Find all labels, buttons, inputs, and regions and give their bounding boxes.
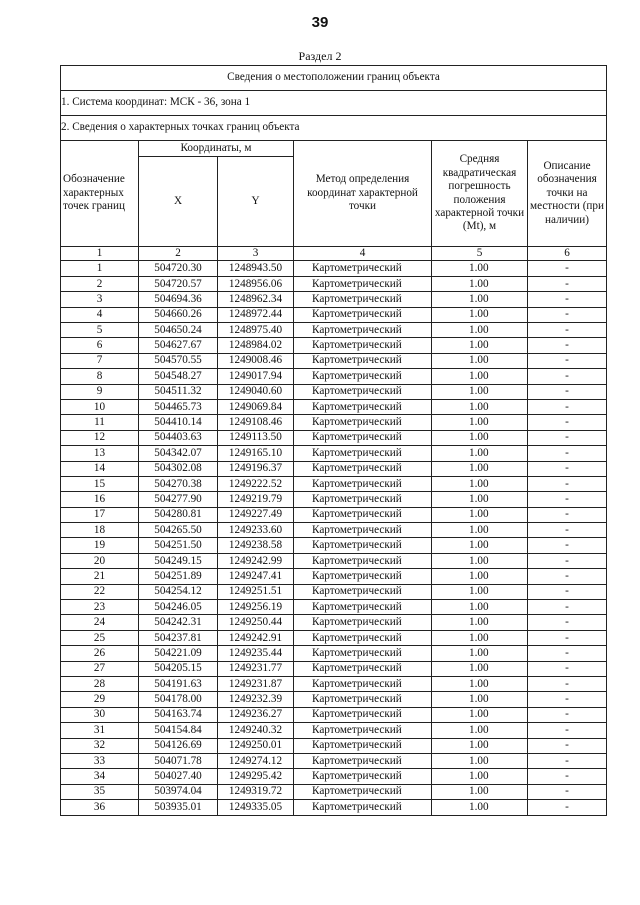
mean-error-cell: 1.00 — [432, 723, 528, 738]
point-number-cell: 1 — [61, 261, 139, 276]
table-row — [61, 661, 607, 676]
point-number-cell: 20 — [61, 553, 139, 568]
description-cell: - — [528, 476, 607, 491]
table-row — [61, 399, 607, 414]
mean-error-cell: 1.00 — [432, 338, 528, 353]
description-cell: - — [528, 553, 607, 568]
mean-error-cell: 1.00 — [432, 307, 528, 322]
y-coordinate-cell: 1249231.77 — [218, 661, 294, 676]
y-coordinate-cell: 1248956.06 — [218, 276, 294, 291]
table-row — [61, 769, 607, 784]
method-cell: Картометрический — [294, 323, 432, 338]
point-number-cell: 2 — [61, 276, 139, 291]
method-cell: Картометрический — [294, 415, 432, 430]
point-number-cell: 24 — [61, 615, 139, 630]
x-coordinate-cell: 504221.09 — [139, 646, 218, 661]
x-coordinate-cell: 504403.63 — [139, 430, 218, 445]
method-cell: Картометрический — [294, 507, 432, 522]
table-row — [61, 707, 607, 722]
description-cell: - — [528, 723, 607, 738]
point-number-cell: 22 — [61, 584, 139, 599]
method-cell: Картометрический — [294, 584, 432, 599]
description-cell: - — [528, 753, 607, 768]
mean-error-cell: 1.00 — [432, 646, 528, 661]
x-coordinate-cell: 504251.89 — [139, 569, 218, 584]
table-row — [61, 584, 607, 599]
description-cell: - — [528, 784, 607, 799]
y-coordinate-cell: 1249319.72 — [218, 784, 294, 799]
mean-error-cell: 1.00 — [432, 707, 528, 722]
x-coordinate-cell: 504570.55 — [139, 353, 218, 368]
description-cell: - — [528, 769, 607, 784]
x-coordinate-cell: 504191.63 — [139, 676, 218, 691]
x-coordinate-cell: 504249.15 — [139, 553, 218, 568]
x-coordinate-cell: 504660.26 — [139, 307, 218, 322]
description-cell: - — [528, 707, 607, 722]
point-number-cell: 29 — [61, 692, 139, 707]
mean-error-cell: 1.00 — [432, 276, 528, 291]
y-coordinate-cell: 1249108.46 — [218, 415, 294, 430]
mean-error-cell: 1.00 — [432, 538, 528, 553]
table-row — [61, 446, 607, 461]
point-number-cell: 21 — [61, 569, 139, 584]
mean-error-cell: 1.00 — [432, 630, 528, 645]
y-coordinate-cell: 1249295.42 — [218, 769, 294, 784]
table-row — [61, 553, 607, 568]
method-cell: Картометрический — [294, 446, 432, 461]
y-coordinate-cell: 1249227.49 — [218, 507, 294, 522]
mean-error-cell: 1.00 — [432, 399, 528, 414]
x-coordinate-cell: 504265.50 — [139, 523, 218, 538]
description-cell: - — [528, 584, 607, 599]
description-cell: - — [528, 261, 607, 276]
point-number-cell: 14 — [61, 461, 139, 476]
mean-error-cell: 1.00 — [432, 600, 528, 615]
mean-error-cell: 1.00 — [432, 661, 528, 676]
x-coordinate-cell: 504511.32 — [139, 384, 218, 399]
point-number-cell: 28 — [61, 676, 139, 691]
x-coordinate-cell: 504342.07 — [139, 446, 218, 461]
mean-error-cell: 1.00 — [432, 353, 528, 368]
point-number-cell: 3 — [61, 292, 139, 307]
description-cell: - — [528, 661, 607, 676]
x-coordinate-cell: 504694.36 — [139, 292, 218, 307]
point-number-cell: 5 — [61, 323, 139, 338]
y-coordinate-cell: 1248975.40 — [218, 323, 294, 338]
method-cell: Картометрический — [294, 353, 432, 368]
point-number-cell: 11 — [61, 415, 139, 430]
x-coordinate-cell: 504246.05 — [139, 600, 218, 615]
method-cell: Картометрический — [294, 384, 432, 399]
method-cell: Картометрический — [294, 261, 432, 276]
mean-error-cell: 1.00 — [432, 323, 528, 338]
table-row — [61, 676, 607, 691]
method-cell: Картометрический — [294, 738, 432, 753]
description-cell: - — [528, 646, 607, 661]
x-coordinate-cell: 504410.14 — [139, 415, 218, 430]
method-cell: Картометрический — [294, 723, 432, 738]
point-number-cell: 35 — [61, 784, 139, 799]
table-row — [61, 261, 607, 276]
y-coordinate-cell: 1249274.12 — [218, 753, 294, 768]
method-cell: Картометрический — [294, 676, 432, 691]
description-cell: - — [528, 338, 607, 353]
description-cell: - — [528, 461, 607, 476]
description-cell: - — [528, 430, 607, 445]
table-row — [61, 384, 607, 399]
mean-error-cell: 1.00 — [432, 584, 528, 599]
mean-error-cell: 1.00 — [432, 738, 528, 753]
x-coordinate-cell: 504205.15 — [139, 661, 218, 676]
description-cell: - — [528, 615, 607, 630]
table-row — [61, 538, 607, 553]
description-cell: - — [528, 738, 607, 753]
mean-error-cell: 1.00 — [432, 430, 528, 445]
table-row — [61, 738, 607, 753]
header-description: Описание обозначения точки на местности (при наличии) — [528, 141, 607, 247]
y-coordinate-cell: 1249222.52 — [218, 476, 294, 491]
table-row — [61, 369, 607, 384]
x-coordinate-cell: 504237.81 — [139, 630, 218, 645]
table-row — [61, 753, 607, 768]
point-number-cell: 7 — [61, 353, 139, 368]
point-number-cell: 27 — [61, 661, 139, 676]
y-coordinate-cell: 1249242.99 — [218, 553, 294, 568]
table-row — [61, 323, 607, 338]
y-coordinate-cell: 1249233.60 — [218, 523, 294, 538]
table-row — [61, 646, 607, 661]
description-cell: - — [528, 538, 607, 553]
y-coordinate-cell: 1249250.44 — [218, 615, 294, 630]
mean-error-cell: 1.00 — [432, 784, 528, 799]
x-coordinate-cell: 504465.73 — [139, 399, 218, 414]
x-coordinate-cell: 503974.04 — [139, 784, 218, 799]
table-row — [61, 723, 607, 738]
x-coordinate-cell: 504071.78 — [139, 753, 218, 768]
header-method: Метод определения координат характерной точки — [294, 141, 432, 247]
method-cell: Картометрический — [294, 692, 432, 707]
table-row — [61, 353, 607, 368]
point-number-cell: 26 — [61, 646, 139, 661]
description-cell: - — [528, 446, 607, 461]
table-row — [61, 692, 607, 707]
description-cell: - — [528, 415, 607, 430]
boundary-points-table — [60, 65, 607, 816]
method-cell: Картометрический — [294, 461, 432, 476]
point-number-cell: 9 — [61, 384, 139, 399]
table-title: Сведения о местоположении границ объекта — [61, 66, 607, 91]
y-coordinate-cell: 1249242.91 — [218, 630, 294, 645]
y-coordinate-cell: 1249256.19 — [218, 600, 294, 615]
point-number-cell: 25 — [61, 630, 139, 645]
point-number-cell: 19 — [61, 538, 139, 553]
description-cell: - — [528, 399, 607, 414]
table-row — [61, 292, 607, 307]
table-row — [61, 476, 607, 491]
method-cell: Картометрический — [294, 753, 432, 768]
x-coordinate-cell: 504720.30 — [139, 261, 218, 276]
column-number: 2 — [139, 247, 218, 261]
x-coordinate-cell: 504254.12 — [139, 584, 218, 599]
point-number-cell: 18 — [61, 523, 139, 538]
method-cell: Картометрический — [294, 569, 432, 584]
method-cell: Картометрический — [294, 338, 432, 353]
y-coordinate-cell: 1249040.60 — [218, 384, 294, 399]
table-row — [61, 461, 607, 476]
table-row — [61, 615, 607, 630]
method-cell: Картометрический — [294, 430, 432, 445]
y-coordinate-cell: 1249335.05 — [218, 800, 294, 815]
page-number: 39 — [311, 14, 329, 31]
description-cell: - — [528, 292, 607, 307]
description-cell: - — [528, 353, 607, 368]
y-coordinate-cell: 1249251.51 — [218, 584, 294, 599]
table-row — [61, 430, 607, 445]
method-cell: Картометрический — [294, 600, 432, 615]
y-coordinate-cell: 1249247.41 — [218, 569, 294, 584]
y-coordinate-cell: 1249235.44 — [218, 646, 294, 661]
description-cell: - — [528, 276, 607, 291]
mean-error-cell: 1.00 — [432, 769, 528, 784]
x-coordinate-cell: 504270.38 — [139, 476, 218, 491]
x-coordinate-cell: 504163.74 — [139, 707, 218, 722]
method-cell: Картометрический — [294, 769, 432, 784]
y-coordinate-cell: 1249008.46 — [218, 353, 294, 368]
y-coordinate-cell: 1249236.27 — [218, 707, 294, 722]
header-mean-error: Средняя квадратическая погрешность положения характерной точки (Mt), м — [432, 141, 528, 247]
y-coordinate-cell: 1249240.32 — [218, 723, 294, 738]
description-cell: - — [528, 323, 607, 338]
point-number-cell: 15 — [61, 476, 139, 491]
point-number-cell: 33 — [61, 753, 139, 768]
mean-error-cell: 1.00 — [432, 800, 528, 815]
method-cell: Картометрический — [294, 630, 432, 645]
method-cell: Картометрический — [294, 553, 432, 568]
description-cell: - — [528, 676, 607, 691]
description-cell: - — [528, 569, 607, 584]
table-row — [61, 507, 607, 522]
y-coordinate-cell: 1249069.84 — [218, 399, 294, 414]
description-cell: - — [528, 523, 607, 538]
mean-error-cell: 1.00 — [432, 676, 528, 691]
table-row — [61, 569, 607, 584]
y-coordinate-cell: 1248984.02 — [218, 338, 294, 353]
y-coordinate-cell: 1249231.87 — [218, 676, 294, 691]
mean-error-cell: 1.00 — [432, 523, 528, 538]
method-cell: Картометрический — [294, 538, 432, 553]
y-coordinate-cell: 1248972.44 — [218, 307, 294, 322]
x-coordinate-cell: 504302.08 — [139, 461, 218, 476]
method-cell: Картометрический — [294, 476, 432, 491]
mean-error-cell: 1.00 — [432, 446, 528, 461]
y-coordinate-cell: 1249238.58 — [218, 538, 294, 553]
y-coordinate-cell: 1249219.79 — [218, 492, 294, 507]
method-cell: Картометрический — [294, 292, 432, 307]
mean-error-cell: 1.00 — [432, 415, 528, 430]
header-y: Y — [218, 157, 294, 247]
description-cell: - — [528, 692, 607, 707]
table-row — [61, 784, 607, 799]
x-coordinate-cell: 504242.31 — [139, 615, 218, 630]
table-row — [61, 630, 607, 645]
method-cell: Картометрический — [294, 707, 432, 722]
point-number-cell: 34 — [61, 769, 139, 784]
point-number-cell: 30 — [61, 707, 139, 722]
method-cell: Картометрический — [294, 615, 432, 630]
x-coordinate-cell: 504548.27 — [139, 369, 218, 384]
table-row — [61, 523, 607, 538]
point-number-cell: 6 — [61, 338, 139, 353]
x-coordinate-cell: 504154.84 — [139, 723, 218, 738]
method-cell: Картометрический — [294, 369, 432, 384]
column-number: 6 — [528, 247, 607, 261]
mean-error-cell: 1.00 — [432, 261, 528, 276]
table-row — [61, 276, 607, 291]
point-number-cell: 32 — [61, 738, 139, 753]
y-coordinate-cell: 1248962.34 — [218, 292, 294, 307]
y-coordinate-cell: 1249165.10 — [218, 446, 294, 461]
table-row — [61, 338, 607, 353]
description-cell: - — [528, 507, 607, 522]
x-coordinate-cell: 504126.69 — [139, 738, 218, 753]
point-number-cell: 36 — [61, 800, 139, 815]
description-cell: - — [528, 800, 607, 815]
table-row — [61, 600, 607, 615]
y-coordinate-cell: 1249250.01 — [218, 738, 294, 753]
mean-error-cell: 1.00 — [432, 292, 528, 307]
header-point-designation: Обозначение характерных точек границ — [61, 141, 139, 247]
y-coordinate-cell: 1248943.50 — [218, 261, 294, 276]
mean-error-cell: 1.00 — [432, 507, 528, 522]
mean-error-cell: 1.00 — [432, 492, 528, 507]
table-row — [61, 800, 607, 815]
mean-error-cell: 1.00 — [432, 384, 528, 399]
points-heading: 2. Сведения о характерных точках границ объекта — [61, 116, 607, 141]
method-cell: Картометрический — [294, 646, 432, 661]
y-coordinate-cell: 1249113.50 — [218, 430, 294, 445]
method-cell: Картометрический — [294, 523, 432, 538]
y-coordinate-cell: 1249232.39 — [218, 692, 294, 707]
mean-error-cell: 1.00 — [432, 476, 528, 491]
point-number-cell: 17 — [61, 507, 139, 522]
x-coordinate-cell: 504627.67 — [139, 338, 218, 353]
column-number: 5 — [432, 247, 528, 261]
description-cell: - — [528, 384, 607, 399]
x-coordinate-cell: 504251.50 — [139, 538, 218, 553]
mean-error-cell: 1.00 — [432, 692, 528, 707]
mean-error-cell: 1.00 — [432, 615, 528, 630]
x-coordinate-cell: 504027.40 — [139, 769, 218, 784]
x-coordinate-cell: 503935.01 — [139, 800, 218, 815]
description-cell: - — [528, 307, 607, 322]
point-number-cell: 13 — [61, 446, 139, 461]
table-row — [61, 307, 607, 322]
point-number-cell: 31 — [61, 723, 139, 738]
x-coordinate-cell: 504178.00 — [139, 692, 218, 707]
x-coordinate-cell: 504650.24 — [139, 323, 218, 338]
table-row — [61, 415, 607, 430]
description-cell: - — [528, 600, 607, 615]
x-coordinate-cell: 504280.81 — [139, 507, 218, 522]
coordinate-system: 1. Система координат: МСК - 36, зона 1 — [61, 91, 607, 116]
mean-error-cell: 1.00 — [432, 369, 528, 384]
point-number-cell: 12 — [61, 430, 139, 445]
method-cell: Картометрический — [294, 307, 432, 322]
y-coordinate-cell: 1249196.37 — [218, 461, 294, 476]
column-number: 4 — [294, 247, 432, 261]
column-number: 1 — [61, 247, 139, 261]
section-label: Раздел 2 — [298, 49, 342, 63]
method-cell: Картометрический — [294, 800, 432, 815]
mean-error-cell: 1.00 — [432, 569, 528, 584]
method-cell: Картометрический — [294, 784, 432, 799]
header-x: X — [139, 157, 218, 247]
method-cell: Картометрический — [294, 276, 432, 291]
description-cell: - — [528, 492, 607, 507]
mean-error-cell: 1.00 — [432, 753, 528, 768]
column-number: 3 — [218, 247, 294, 261]
header-coordinates: Координаты, м — [139, 141, 294, 157]
point-number-cell: 23 — [61, 600, 139, 615]
mean-error-cell: 1.00 — [432, 461, 528, 476]
point-number-cell: 10 — [61, 399, 139, 414]
method-cell: Картометрический — [294, 492, 432, 507]
x-coordinate-cell: 504277.90 — [139, 492, 218, 507]
description-cell: - — [528, 369, 607, 384]
method-cell: Картометрический — [294, 399, 432, 414]
point-number-cell: 4 — [61, 307, 139, 322]
table-body — [61, 261, 607, 815]
table-row — [61, 492, 607, 507]
point-number-cell: 8 — [61, 369, 139, 384]
description-cell: - — [528, 630, 607, 645]
mean-error-cell: 1.00 — [432, 553, 528, 568]
method-cell: Картометрический — [294, 661, 432, 676]
point-number-cell: 16 — [61, 492, 139, 507]
x-coordinate-cell: 504720.57 — [139, 276, 218, 291]
y-coordinate-cell: 1249017.94 — [218, 369, 294, 384]
